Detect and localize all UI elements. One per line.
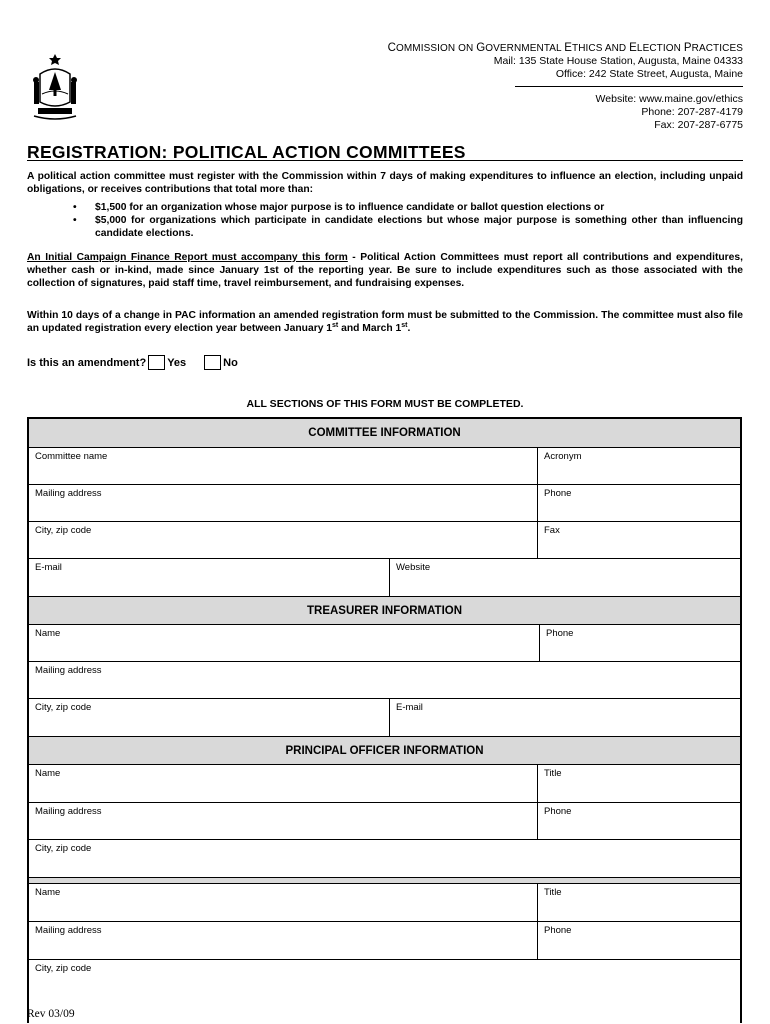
page-title: REGISTRATION: POLITICAL ACTION COMMITTEES xyxy=(27,142,466,162)
officer-city-row xyxy=(29,960,740,1020)
registration-form xyxy=(27,417,742,1023)
contact-block xyxy=(596,93,743,132)
amendment-yes-checkbox[interactable] xyxy=(148,355,165,370)
report-notice-link: An Initial Campaign Finance Report must accompany this form xyxy=(27,252,348,263)
mail-address: Mail: 135 State House Station, Augusta, Maine 04333 xyxy=(493,55,743,67)
officer-title-field[interactable]: Title xyxy=(544,887,562,898)
committee-fax-field[interactable]: Fax xyxy=(544,525,560,536)
committee-website-field[interactable]: Website xyxy=(396,562,431,573)
list-item: • $5,000 for organizations which participate in candidate elections but whose major purpose is something other than influencing candidate elections. xyxy=(73,215,743,240)
committee-city-row xyxy=(29,522,740,559)
treasurer-email-field[interactable]: E-mail xyxy=(396,702,423,713)
report-notice: An Initial Campaign Finance Report must accompany this form - Political Action Committees must report all contributions and expenditures, whether cash or in-kind, made since January 1st of the reporting year. Be sure to include expenditures such as those associated with the collection of signatures, paid staff time, travel reimbursement, and fundraising expenses. xyxy=(27,252,743,290)
committee-email-row xyxy=(29,559,740,597)
website-line: Website: www.maine.gov/ethics xyxy=(595,93,743,105)
officer-city-row xyxy=(29,840,740,878)
treasurer-name-field[interactable]: Name xyxy=(35,628,61,639)
treasurer-mailing-field[interactable]: Mailing address xyxy=(35,665,102,676)
officer-phone-field[interactable]: Phone xyxy=(544,806,572,817)
maine-state-seal-logo xyxy=(30,52,80,122)
threshold-list xyxy=(73,201,743,241)
intro-paragraph: A political action committee must register with the Commission within 7 days of making expenditures to influence an election, including unpaid obligations, or receives contributions that total more than: xyxy=(27,171,743,196)
officer-title-field[interactable]: Title xyxy=(544,768,562,779)
amendment-yes-label: Yes xyxy=(167,356,187,369)
treasurer-phone-field[interactable]: Phone xyxy=(546,628,574,639)
officer-city-field[interactable]: City, zip code xyxy=(35,963,92,974)
officer-city-field[interactable]: City, zip code xyxy=(35,843,92,854)
treasurer-name-row xyxy=(29,625,740,662)
treasurer-city-field[interactable]: City, zip code xyxy=(35,702,92,713)
officer-name-row xyxy=(29,765,740,803)
bullet-icon: • xyxy=(73,202,77,213)
officer-name-row xyxy=(29,884,740,922)
committee-section-heading: COMMITTEE INFORMATION xyxy=(29,419,740,448)
committee-mailing-field[interactable]: Mailing address xyxy=(35,488,102,499)
fax-line: Fax: 207-287-6775 xyxy=(654,119,743,131)
committee-city-field[interactable]: City, zip code xyxy=(35,525,92,536)
bullet-icon: • xyxy=(73,215,77,227)
header-divider xyxy=(515,86,743,87)
committee-email-field[interactable]: E-mail xyxy=(35,562,62,573)
amendment-no-checkbox[interactable] xyxy=(204,355,221,370)
treasurer-mailing-row xyxy=(29,662,740,699)
officer-name-field[interactable]: Name xyxy=(35,887,61,898)
principal-section-heading: PRINCIPAL OFFICER INFORMATION xyxy=(29,737,740,765)
office-address: Office: 242 State Street, Augusta, Maine xyxy=(555,68,743,80)
amendment-question xyxy=(27,355,238,370)
title-divider xyxy=(27,160,743,161)
commission-name: COMMISSION ON GOVERNMENTAL ETHICS AND ELECTION PRACTICES xyxy=(387,42,743,54)
officer-mailing-row xyxy=(29,922,740,960)
amendment-question-label: Is this an amendment? xyxy=(27,356,147,369)
officer-name-field[interactable]: Name xyxy=(35,768,61,779)
amendment-notice: Within 10 days of a change in PAC information an amended registration form must be submitted to the Commission. The committee must also file an updated registration every election year between January 1st and March 1st. xyxy=(27,310,743,335)
list-item: • $1,500 for an organization whose major purpose is to influence candidate or ballot question elections or xyxy=(73,202,605,213)
officer-mailing-field[interactable]: Mailing address xyxy=(35,925,102,936)
amendment-no-label: No xyxy=(223,356,238,369)
revision-label: Rev 03/09 xyxy=(27,1008,75,1020)
all-sections-notice: ALL SECTIONS OF THIS FORM MUST BE COMPLETED. xyxy=(246,398,524,410)
phone-line: Phone: 207-287-4179 xyxy=(641,106,743,118)
officer-phone-field[interactable]: Phone xyxy=(544,925,572,936)
committee-name-field[interactable]: Committee name xyxy=(35,451,108,462)
officer-mailing-field[interactable]: Mailing address xyxy=(35,806,102,817)
acronym-field[interactable]: Acronym xyxy=(544,451,582,462)
committee-mailing-row xyxy=(29,485,740,522)
treasurer-city-row xyxy=(29,699,740,737)
committee-name-row xyxy=(29,448,740,485)
treasurer-section-heading: TREASURER INFORMATION xyxy=(29,597,740,625)
committee-phone-field[interactable]: Phone xyxy=(544,488,572,499)
commission-header xyxy=(388,42,743,81)
officer-mailing-row xyxy=(29,803,740,840)
